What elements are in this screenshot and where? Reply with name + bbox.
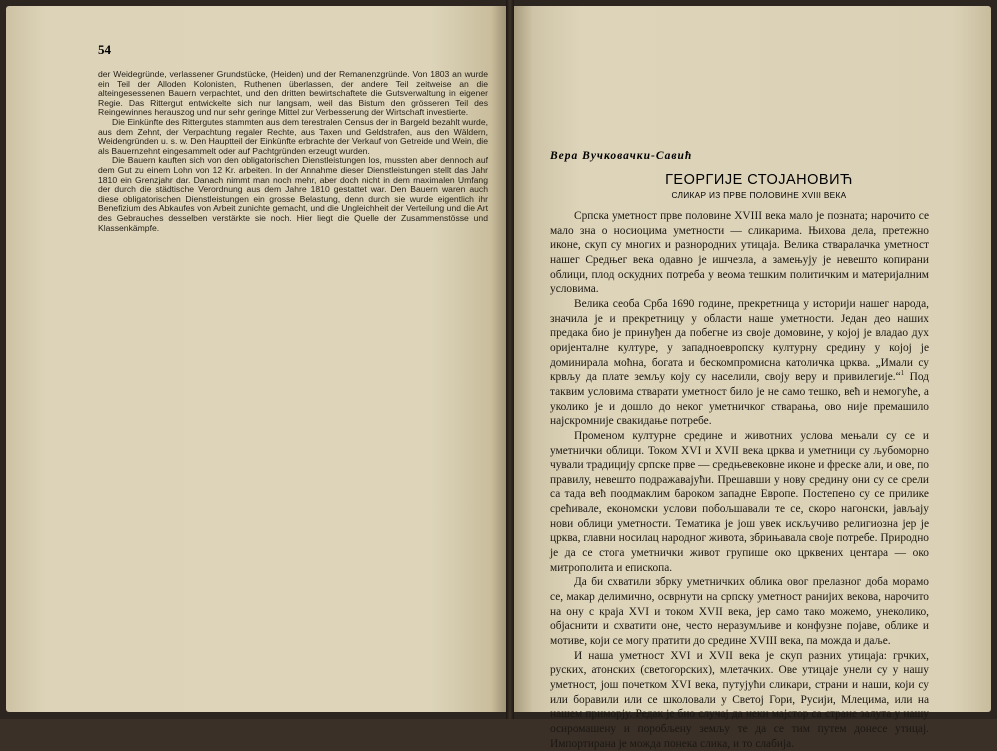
right-paragraph: Да би схватили збрку уметничких облика овог прелазног доба морамо се, макар делимично, осврнути на српску уметност ранијих векова, нарочито на ону с краја XVI и током XVII века, јер само тако можемо, унеколико, објаснити и схватити оне, често неразумљиве и конфузне појаве, облике и мотиве, који се могу пратити до средине XVIII века, па можда и даље. <box>550 576 929 648</box>
right-paragraph <box>550 297 929 429</box>
book-gutter <box>506 0 514 719</box>
left-paragraph: Die Bauern kauften sich von den obligatorischen Dienstleistungen los, mussten aber dennoch auf dem Gut zu einem Lohn von 12 Kr. arbeiten. In der Annahme dieser Dienstleistungen stellt das Jahr 1810 ein Grenzjahr dar. Danach nimmt man noch mehr, aber doch nicht in dem maximalen Umfang der durch die städtische Verordnung aus dem Jahre 1810 gestattet war. Den Bauern waren auch diese obligatorischen Dienstleistungen ein grosse Belastung, denn durch sie wurde eigentlich ihr Benefizium des Abkaufes von Arbeit zunichte gemacht, und die Ungleichheit der Verteilung und die Art des Gebrauches desselben verstärkte sie noch. Hier liegt die Quelle der Zusammenstösse und Klassenkämpfe. <box>98 155 488 233</box>
left-paragraph: Die Einkünfte des Rittergutes stammten aus dem terestralen Census der in Bargeld bezahlt wurde, aus dem Zehnt, der Verpachtung regaler Rechte, aus Taxen und Geldstrafen, aus den Wäldern, Weidengründen u. s. w. Den Hauptteil der Einkünfte erbrachte der Verkauf von Getreide und Wein, die als Bauernzehnt eingesammelt oder auf Pachtgründen erzeugt wurden. <box>98 116 488 156</box>
left-paragraph: der Weidegründe, verlassener Grundstücke, (Heiden) und der Remanenzgründe. Von 1803 an wurde ein Teil der Alloden Kolonisten, Ruthenen überlassen, der andere Teil zeitweise an die alteingesessenen Bauern verpachtet, und den dritten bewirtschaftete die Gutsverwaltung in eigener Regie. Das Rittergut entwickelte sich nur langsam, weil das Bistum den grösseren Teil des Reingewinnes herauszog und nur sehr geringe Mittel zur Verbesserung der Wirtschaft investierte. <box>98 69 488 118</box>
article-subtitle: СЛИКАР ИЗ ПРВЕ ПОЛОВИНЕ XVIII ВЕКА <box>671 190 847 200</box>
paragraph-text: Велика сеоба Срба 1690 године, прекретница у историји нашег народа, значила је и прекретницу у области наше уметности. Један део наших предака био је принуђен да побегне из своје домовине, у којој је владао дух оријенталне културе, у западноевропску културну средину у којој је доминирала моћна, богата и бескомпромисна католичка црква. „Имали су крвљу да плате земљу коју су населили, своју веру и привилегије.“ <box>550 297 929 384</box>
article-title: ГЕОРГИЈЕ СТОЈАНОВИЋ <box>665 172 853 188</box>
footnote-reference: 1 <box>900 369 905 378</box>
right-page-text <box>550 209 929 751</box>
right-paragraph: Променом културне средине и животних услова мењали су се и уметнички облици. Током XVI и XVII века црква и уметници су љубоморно чували традицију српске прве — средњевековне иконе и фреске али, и ове, по правилу, невешто подражавајући. Прешавши у нову средину они су се срели са тада већ поодмаклим бароком западне Европе. Постепено су се прилике срећивале, економски услови побољшавали те се, скоро нагонски, јављају нови облици уметности. Тематика је још увек искључиво религиозна јер је црква, главни носилац народног живота, збрињавала своје потребе. Природно је да се стога уметнички живот групише око црквених центара — око митрополита и епископа. <box>550 429 929 574</box>
paragraph-text: Под таквим условима стварати уметност било је не само тешко, већ и немогуће, а уколико је и дошло до неког уметничког стварања, ово није премашило најскромније свакидање потребе. <box>550 371 929 428</box>
left-page-text <box>98 70 488 233</box>
page-number: 54 <box>98 42 111 57</box>
right-paragraph: Српска уметност прве половине XVIII века мало је позната; нарочито се мало зна о носиоцима уметности — сликарима. Њихова дела, претежно иконе, скуп су многих и разнородних утицаја. Велика стваралачка уметност нашег Средњег века одавно је ишчезла, а замењују је невешто копирани облици, плод оскудних потреба у веома тешким политичким и материјалним условима. <box>550 210 929 296</box>
article-author: Вера Вучковачки-Савић <box>550 150 693 162</box>
right-paragraph: И наша уметност XVI и XVII века је скуп разних утицаја: грчких, руских, атонских (светогорских), млетачких. Ове утицаје унели су у нашу уметност, још почетком XVI века, путујући сликари, страни и наши, који су или боравили или се школовали у Светој Гори, Русији, Млецима, или на нашем приморју. Редак је био случај да неки мајстор са стране залута у нашу осиромашену и поробљену земљу те да се тим путем донесе утицај. Импортирана је можда понека слика, и то слабија. <box>550 649 929 750</box>
